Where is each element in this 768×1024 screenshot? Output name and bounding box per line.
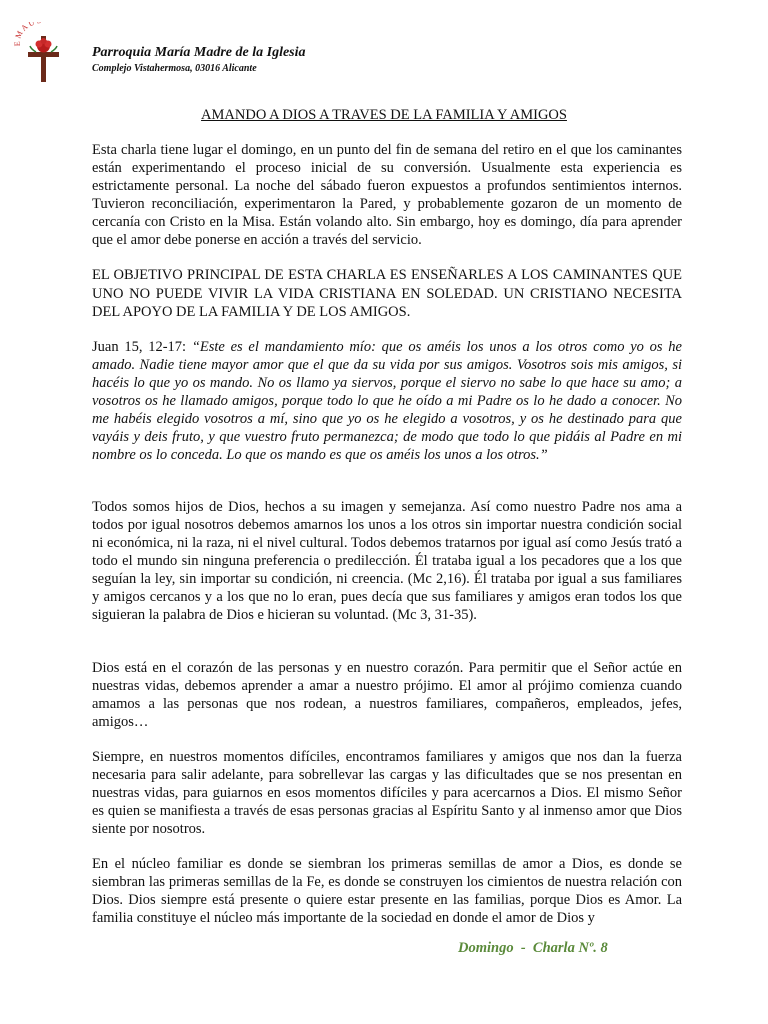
intro-paragraph: Esta charla tiene lugar el domingo, en un punto del fin de semana del retiro en el que los caminantes están experimentando el proceso inicial de su conversión. Usualmente esta experiencia es estrictamente personal. La noche del sábado fueron expuestos a profundos sentimientos internos. Tuvieron reconciliación, experimentaron la Pared, y probablemente gozaron de un momento de cercanía con Cristo en la Misa. Están volando alto. Sin embargo, hoy es domingo, día para aprender que el amor debe ponerse en acción a través del servicio. [92, 142, 682, 248]
heart-paragraph: Dios está en el corazón de las personas y en nuestro corazón. Para permitir que el Señor actúe en nuestras vidas, debemos aprender a amar a nuestro prójimo. El amor al prójimo comienza cuando amamos a las personas que nos rodean, a nuestros familiares, compañeros, empleados, jefes, amigos… [92, 660, 682, 730]
scripture-quote: “Este es el mandamiento mío: que os améis los unos a los otros como yo os he amado. Nadie tiene mayor amor que el que da su vida por sus amigos. Vosotros sois mis amigos, si hacéis lo que yo os mando. No os llamo ya siervos, porque el siervo no sabe lo que hace su amo; a vosotros os he llamado amigos, porque todo lo que he oído a mi Padre os lo he dado a conocer. No me habéis elegido vosotros a mí, sino que yo os he elegido a vosotros, y os he destinado para que vayáis y deis fruto, y que vuestro fruto permanezca; de modo que todo lo que pidáis al Padre en mi nombre os lo conceda. Lo que os mando es que os améis los unos a los otros.” [92, 339, 682, 463]
difficult-moments-paragraph: Siempre, en nuestros momentos difíciles, encontramos familiares y amigos que nos dan la fuerza necesaria para salir adelante, para sobrellevar las cargas y las dificultades que se nos presentan en nuestras vidas, para guiarnos en esos momentos difíciles y para acercarnos a Dios. El mismo Señor es quien se manifiesta a través de esas personas gracias al Espíritu Santo y al inmenso amor que Dios siente por nosotros. [92, 749, 682, 837]
footer-talk-label: Domingo - Charla Nº. 8 [458, 940, 608, 956]
cross-horizontal [28, 52, 59, 57]
family-paragraph: En el núcleo familiar es donde se siembran los primeras semillas de amor a Dios, es donde se siembran las primeras semillas de la Fe, es donde se construyen los cimientos de nuestra relación con Dios. Dios siempre está presente o quiere estar presente en las familias, porque Dios es Amor. La familia constituye el núcleo más importante de la sociedad en donde el amor de Dios y [92, 856, 682, 926]
emaus-logo [14, 22, 74, 86]
logo-letters: M A U [14, 22, 36, 40]
children-of-god-paragraph: Todos somos hijos de Dios, hechos a su imagen y semejanza. Así como nuestro Padre nos ama a todos por igual nosotros debemos amarnos los unos a los otros sin importar nuestra condición social ni económica, ni la raza, ni el nivel cultural. Todos debemos tratarnos por igual así como Jesús trató a todo el mundo sin ninguna preferencia o predilección. Él trataba igual a los pecadores que a los que seguían la ley, sin importar su condición, ni creencia. (Mc 2,16). Él trataba por igual a sus familiares y amigos cercanos y a los que no lo eran, pues decía que sus familiares y amigos eran todos los que siguieran la palabra de Dios e hicieran su voluntad. (Mc 3, 31-35). [92, 499, 682, 623]
parish-name: Parroquia María Madre de la Iglesia [92, 45, 306, 60]
scripture-reference: Juan 15, 12-17: [92, 339, 192, 355]
objective-paragraph: EL OBJETIVO PRINCIPAL DE ESTA CHARLA ES ENSEÑARLES A LOS CAMINANTES QUE UNO NO PUEDE VIVIR LA VIDA CRISTIANA EN SOLEDAD. UN CRISTIANO NECESITA DEL APOYO DE LA FAMILIA Y DE LOS AMIGOS. [92, 267, 682, 320]
scripture-paragraph [92, 338, 682, 464]
parish-address: Complejo Vistahermosa, 03016 Alicante [92, 63, 257, 74]
document-title: AMANDO A DIOS A TRAVES DE LA FAMILIA Y AMIGOS [201, 107, 567, 123]
